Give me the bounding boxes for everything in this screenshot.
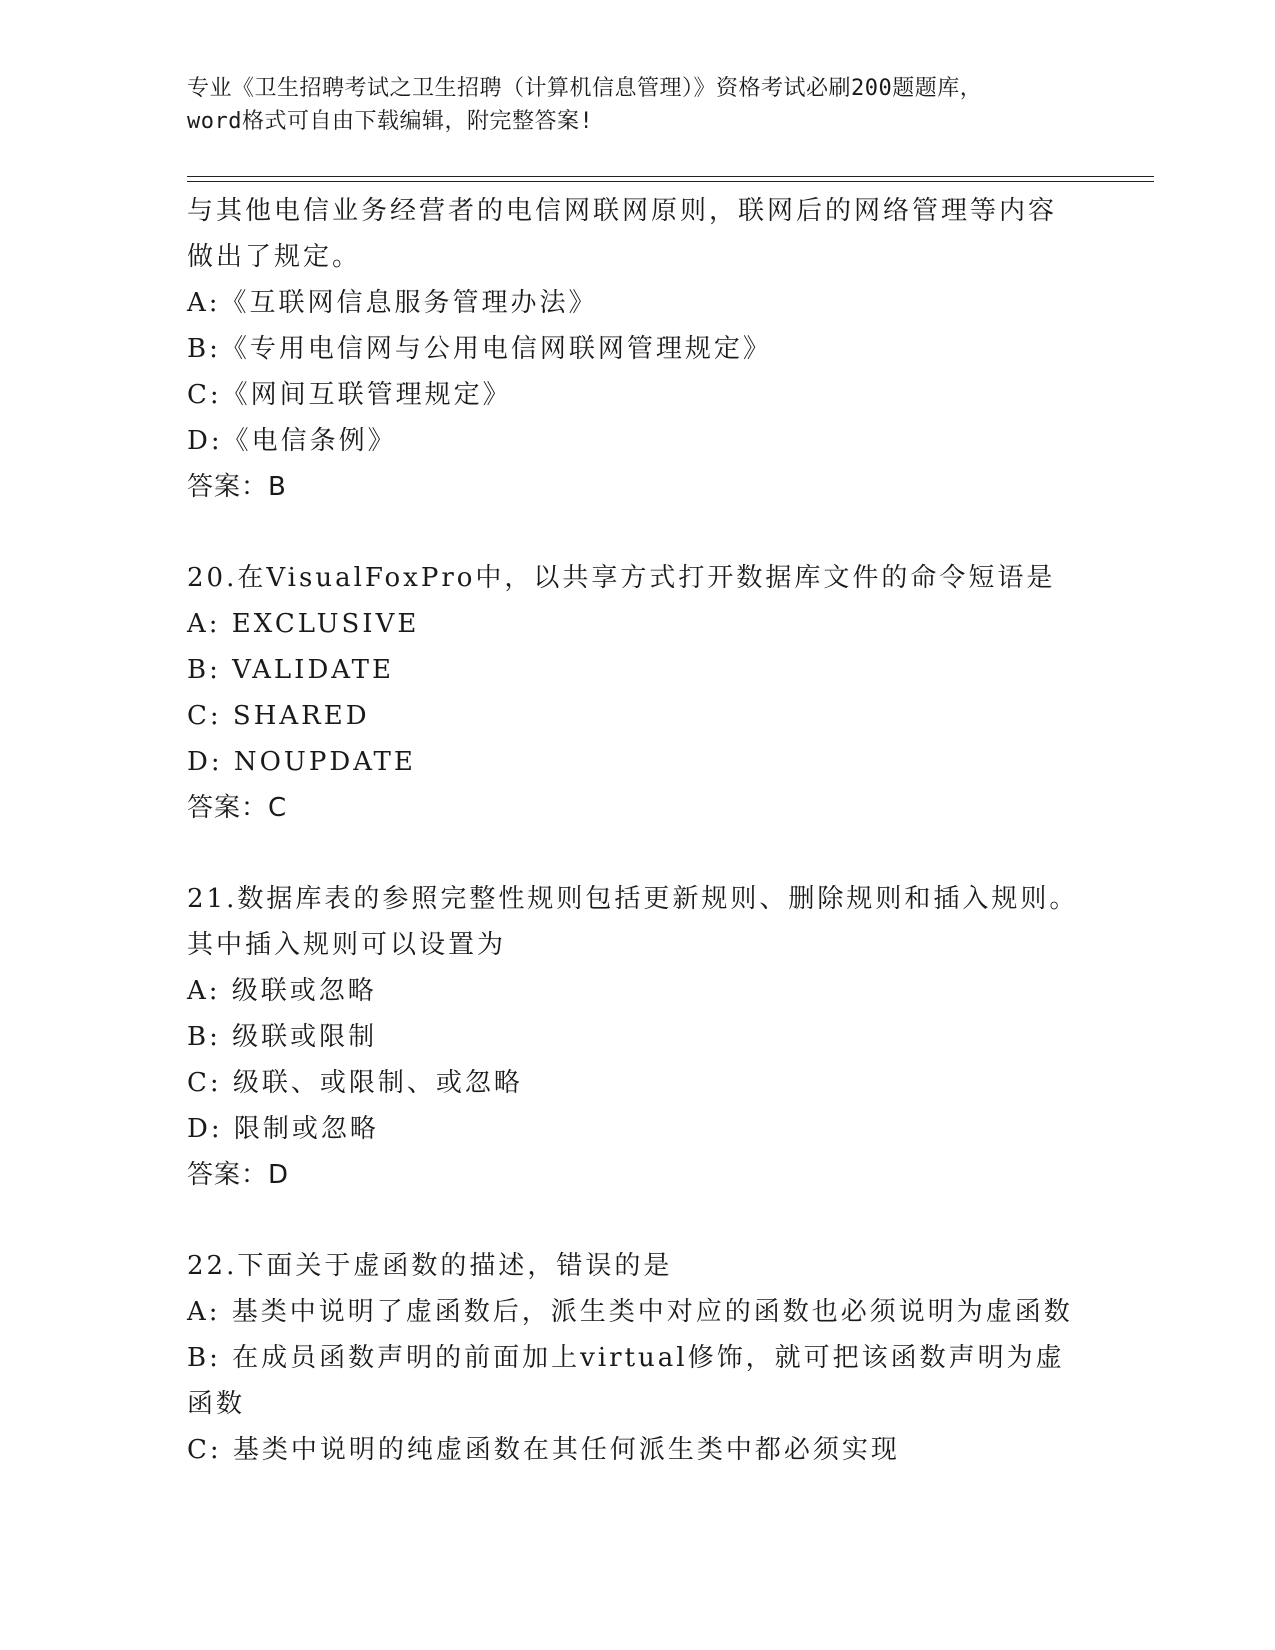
- question-stem: 21.数据库表的参照完整性规则包括更新规则、删除规则和插入规则。: [187, 884, 1079, 914]
- option-a: A: 级联或忽略: [187, 976, 377, 1006]
- option-c: C: 基类中说明的纯虚函数在其任何派生类中都必须实现: [187, 1435, 900, 1465]
- header-divider-top: [187, 176, 1154, 177]
- option-a: A: 基类中说明了虚函数后，派生类中对应的函数也必须说明为虚函数: [187, 1297, 1073, 1327]
- answer-line: 答案：D: [187, 1160, 290, 1190]
- question-20: [187, 555, 1087, 831]
- option-a: A:《互联网信息服务管理办法》: [187, 288, 598, 318]
- option-c: C: SHARED: [187, 701, 370, 731]
- header-divider-bottom: [187, 181, 1154, 182]
- question-21: [187, 876, 1087, 1198]
- question-stem: 20.在VisualFoxPro中，以共享方式打开数据库文件的命令短语是: [187, 563, 1056, 593]
- question-stem: 其中插入规则可以设置为: [187, 930, 507, 960]
- option-d: D: NOUPDATE: [187, 747, 416, 777]
- option-a: A: EXCLUSIVE: [187, 609, 420, 639]
- option-b: B: VALIDATE: [187, 655, 394, 685]
- option-b: B:《专用电信网与公用电信网联网管理规定》: [187, 334, 772, 364]
- option-b-continued: 函数: [187, 1389, 246, 1419]
- option-c: C: 级联、或限制、或忽略: [187, 1068, 523, 1098]
- question-stem: 22.下面关于虚函数的描述，错误的是: [187, 1251, 673, 1281]
- option-b: B: 在成员函数声明的前面加上virtual修饰，就可把该函数声明为虚: [187, 1343, 1065, 1373]
- question-22: [187, 1243, 1087, 1473]
- option-d: D: 限制或忽略: [187, 1114, 379, 1144]
- question-stem: 做出了规定。: [187, 242, 362, 272]
- question-19: [187, 188, 1087, 510]
- question-stem: 与其他电信业务经营者的电信网联网原则，联网后的网络管理等内容: [187, 196, 1058, 226]
- option-c: C:《网间互联管理规定》: [187, 380, 512, 410]
- option-b: B: 级联或限制: [187, 1022, 378, 1052]
- document-header: [187, 72, 1087, 138]
- header-line-1: 专业《卫生招聘考试之卫生招聘（计算机信息管理）》资格考试必刷200题题库，: [187, 76, 983, 101]
- answer-line: 答案：B: [187, 472, 287, 502]
- answer-line: 答案：C: [187, 793, 288, 823]
- question-list: [187, 188, 1087, 1473]
- header-line-2: word格式可自由下载编辑，附完整答案!: [187, 109, 594, 134]
- option-d: D:《电信条例》: [187, 426, 397, 456]
